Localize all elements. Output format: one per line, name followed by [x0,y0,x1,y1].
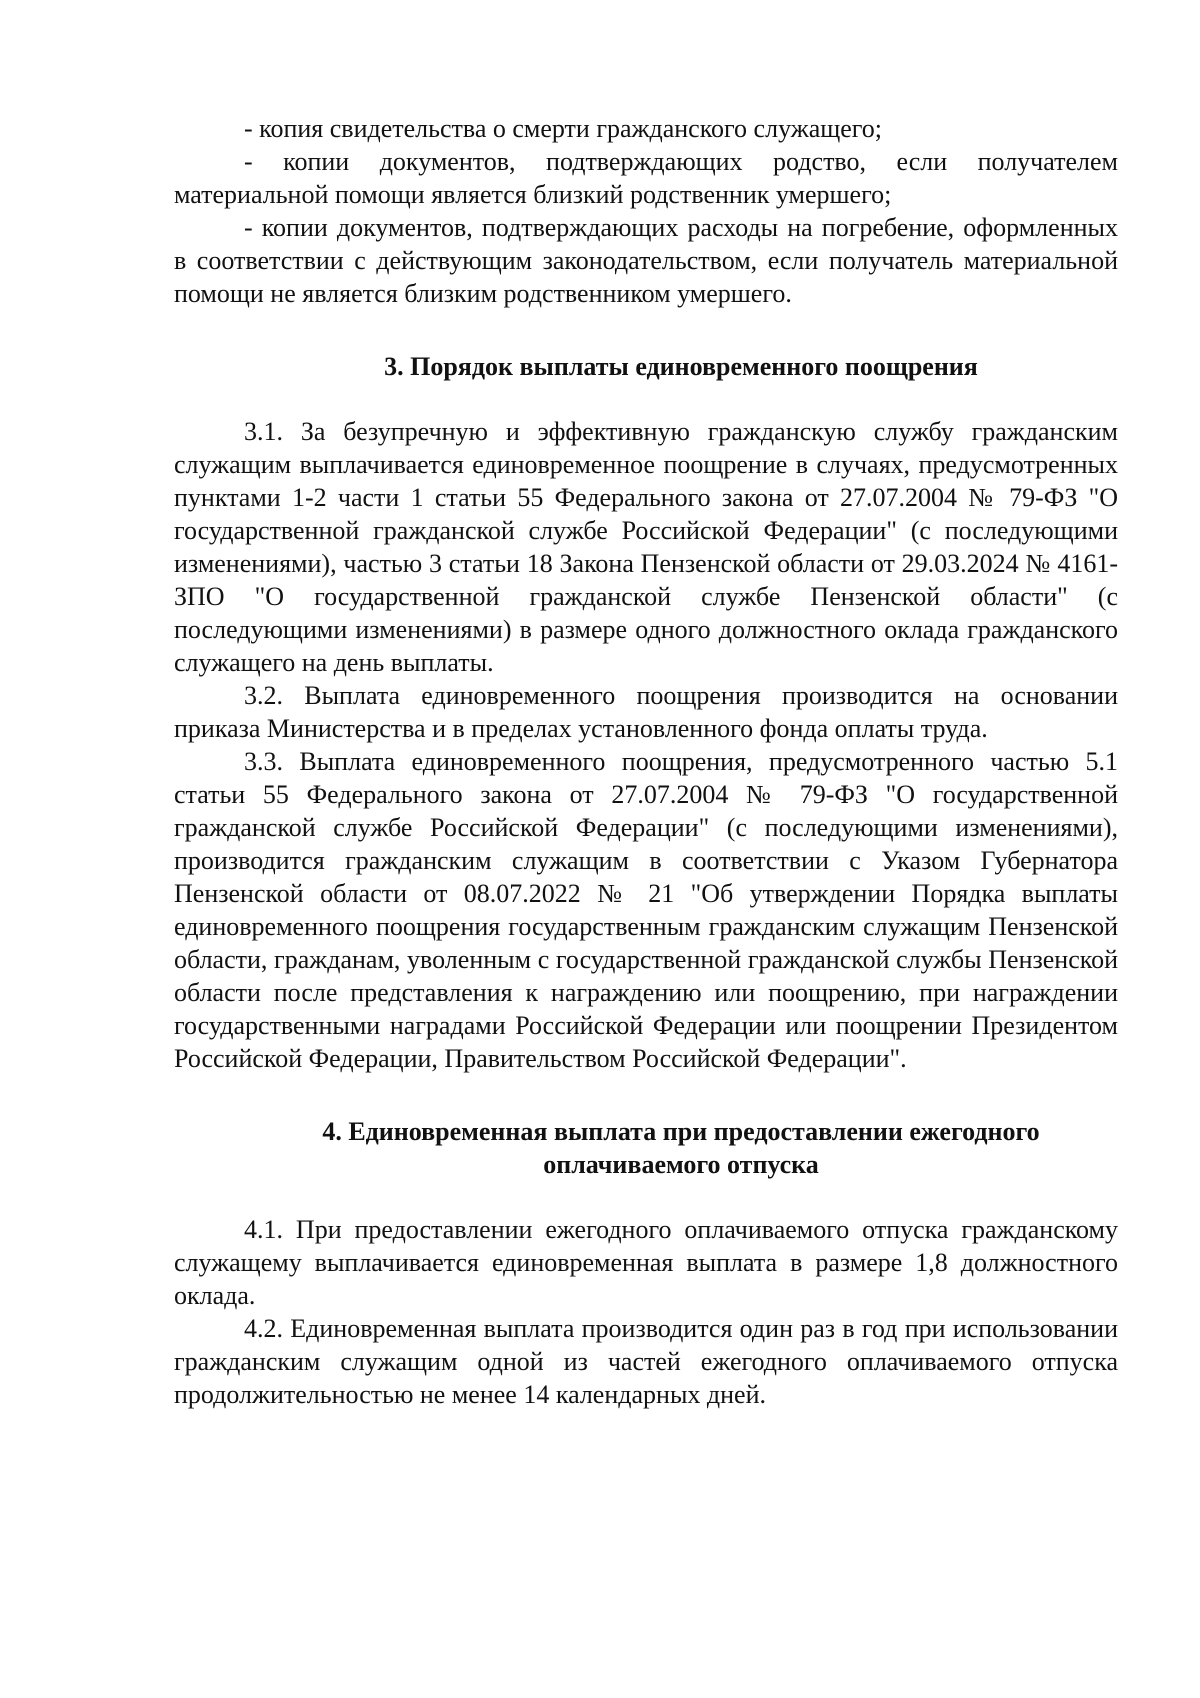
paragraph-4-1: 4.1. При предоставлении ежегодного оплачиваемого отпуска гражданскому служащему выплачивается единовременная выплата в размере 1,8 должностного оклада. [174,1215,1118,1310]
paragraph-4-2: 4.2. Единовременная выплата производится один раз в год при использовании гражданским служащим одной из частей ежегодного оплачиваемого отпуска продолжительностью не менее 14 календарных дней. [174,1314,1118,1409]
paragraph-3-2: 3.2. Выплата единовременного поощрения производится на основании приказа Министерства и в пределах установленного фонда оплаты труда. [174,681,1118,743]
spacer [174,1075,1118,1115]
spacer [174,1181,1118,1213]
document-page [174,112,1118,1411]
spacer [174,383,1118,415]
spacer [174,310,1118,350]
section-3-heading: 3. Порядок выплаты единовременного поощрения [384,352,978,381]
section-4-heading-line-1: 4. Единовременная выплата при предоставлении ежегодного [322,1117,1040,1146]
paragraph-3-1: 3.1. За безупречную и эффективную гражданскую службу гражданским служащим выплачивается единовременное поощрение в случаях, предусмотренных пунктами 1-2 части 1 статьи 55 Федерального закона от 27.07.2004 № 79-ФЗ "О государственной гражданской службе Российской Федерации" (с последующими изменениями), частью 3 статьи 18 Закона Пензенской области от 29.03.2024 № 4161-ЗПО "О государственной гражданской службе Пензенской области" (с последующими изменениями) в размере одного должностного оклада гражданского служащего на день выплаты. [174,417,1118,677]
list-item: - копия свидетельства о смерти гражданского служащего; [244,114,883,143]
section-4-heading-line-2: оплачиваемого отпуска [543,1150,819,1179]
paragraph-3-3: 3.3. Выплата единовременного поощрения, предусмотренного частью 5.1 статьи 55 Федерального закона от 27.07.2004 № 79-ФЗ "О государственной гражданской службе Российской Федерации" (с последующими изменениями), производится гражданским служащим в соответствии с Указом Губернатора Пензенской области от 08.07.2022 № 21 "Об утверждении Порядка выплаты единовременного поощрения государственным гражданским служащим Пензенской области, гражданам, уволенным с государственной гражданской службы Пензенской области после представления к награждению или поощрению, при награждении государственными наградами Российской Федерации или поощрении Президентом Российской Федерации, Правительством Российской Федерации". [174,747,1118,1073]
list-item: - копии документов, подтверждающих расходы на погребение, оформленных в соответствии с действующим законодательством, если получатель материальной помощи не является близким родственником умершего. [174,213,1118,308]
section-4-heading [174,1115,1118,1181]
list-item: - копии документов, подтверждающих родство, если получателем материальной помощи является близкий родственник умершего; [174,147,1118,209]
